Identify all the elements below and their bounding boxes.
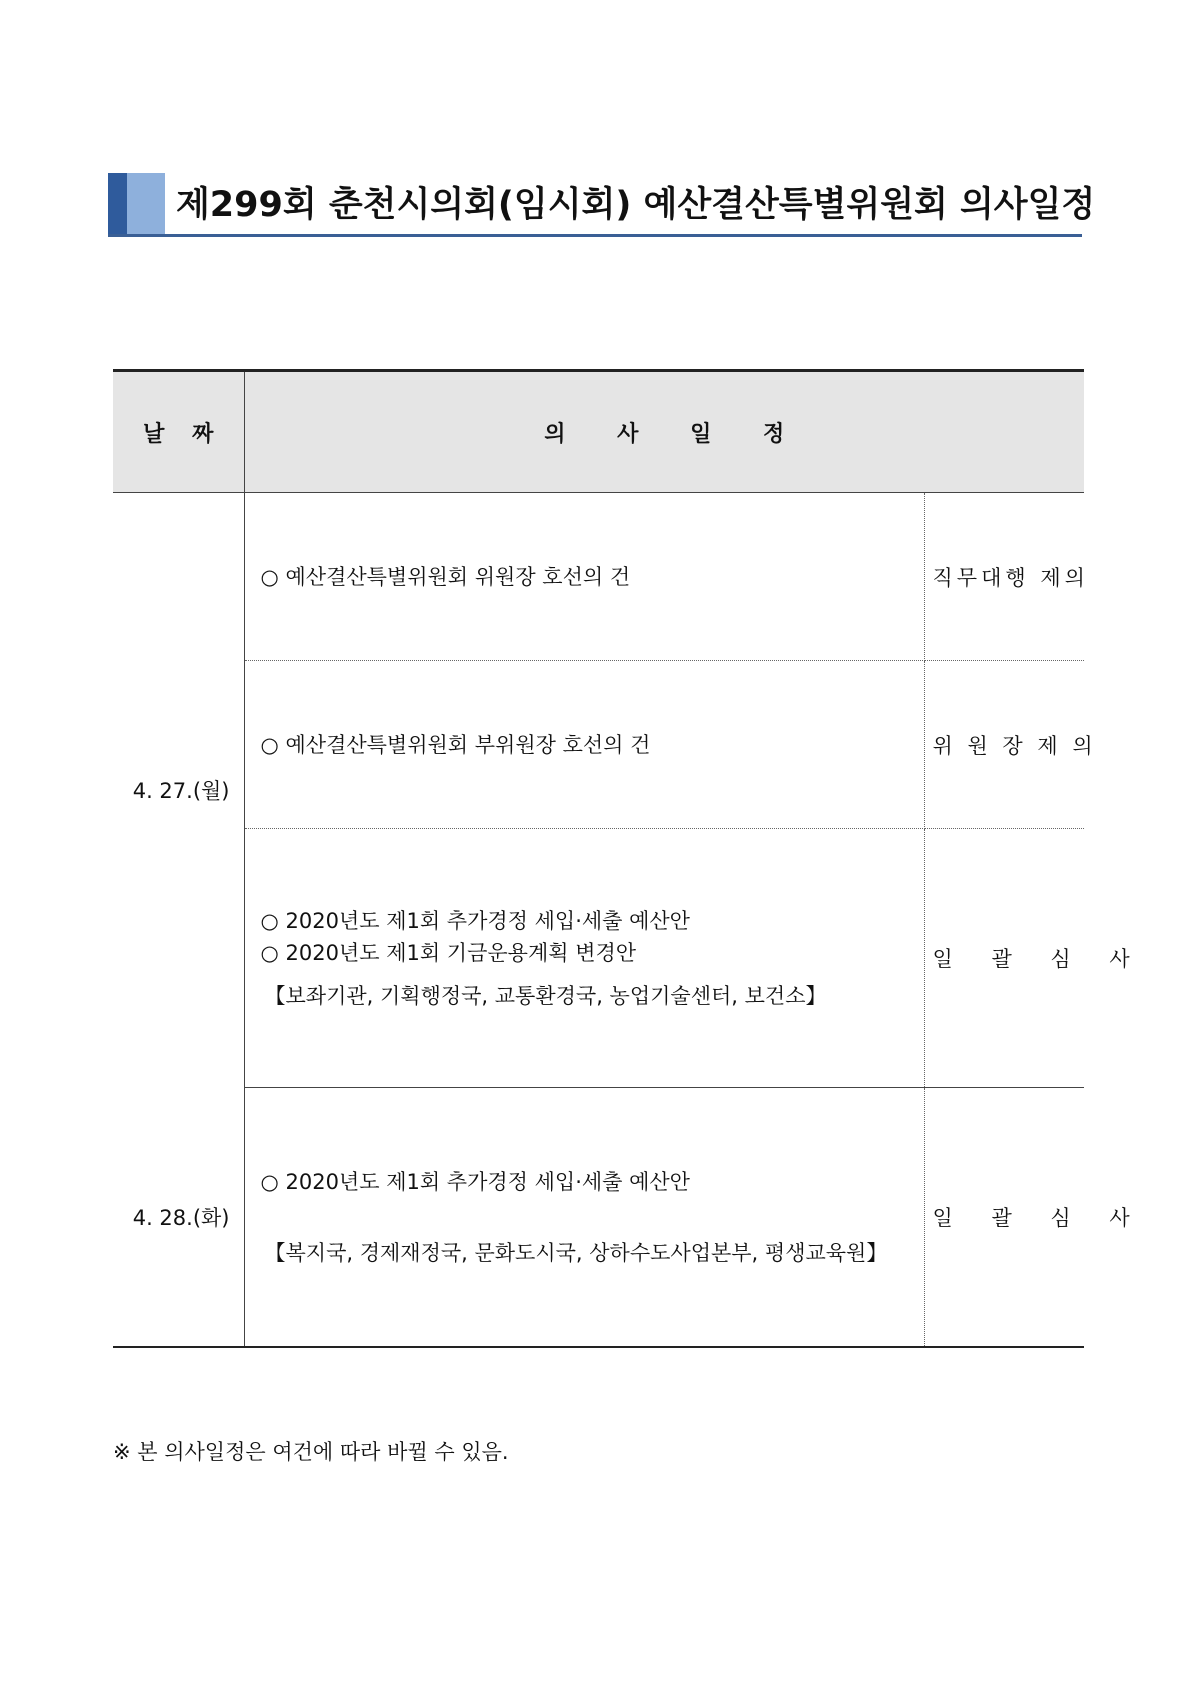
table-row [113,829,1084,1088]
proposer-note: 위 원 장 제 의 [924,661,1084,829]
schedule-table [113,369,1146,1348]
department-group: 【보좌기관, 기획행정국, 교통환경국, 농업기술센터, 보건소】 [264,984,827,1008]
date-cell: 4. 27.(월) [113,493,244,1088]
agenda-item-cell [244,829,924,1088]
department-group: 【복지국, 경제재정국, 문화도시국, 상하수도사업본부, 평생교육원】 [264,1241,888,1265]
proposer-note: 직무대행 제의 [924,493,1084,661]
agenda-item-cell [244,661,924,829]
footnote: ※ 본 의사일정은 여건에 따라 바뀔 수 있음. [113,1440,509,1464]
review-note: 일 괄 심 사 [924,1088,1084,1348]
agenda-item: ○ 2020년도 제1회 기금운용계획 변경안 [260,941,637,965]
title-bar [108,173,1096,237]
table-row [113,661,1084,829]
agenda-item: ○ 2020년도 제1회 추가경정 세입·세출 예산안 [260,909,690,933]
title-accent-dark-block [108,173,127,234]
table-row [113,1088,1084,1348]
agenda-item: ○ 예산결산특별위원회 부위원장 호선의 건 [260,732,651,757]
header-agenda: 의 사 일 정 [244,371,1084,493]
date-cell: 4. 28.(화) [113,1088,244,1348]
table-row [113,493,1084,661]
agenda-item: ○ 예산결산특별위원회 위원장 호선의 건 [260,564,631,589]
title-accent-light-block [127,173,165,234]
header-date: 날 짜 [113,371,244,493]
document-title: 제299회 춘천시의회(임시회) 예산결산특별위원회 의사일정 [176,185,1096,225]
agenda-item-cell [244,493,924,661]
agenda-item-cell [244,1088,924,1348]
agenda-item: ○ 2020년도 제1회 추가경정 세입·세출 예산안 [260,1170,690,1194]
review-note: 일 괄 심 사 [924,829,1084,1088]
header-row [113,371,1084,493]
